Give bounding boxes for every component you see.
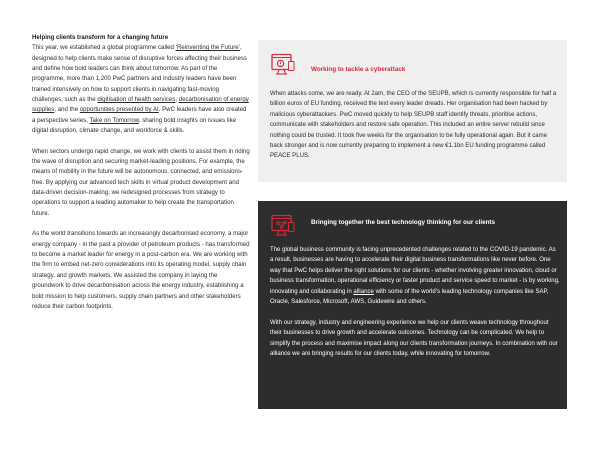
technology-box: [258, 201, 567, 409]
technology-paragraph-strategy: With our strategy, industry and engineering experience we help our clients weave technology throughout their businesses to drive growth and accelerate outcomes. Technology can be complicated. We help to simplify the process and maximise impact along our clients transformation journeys. In combination with our alliance we are bringing results for our clients today, while innovating for tomorrow.: [270, 319, 558, 358]
section-heading: Helping clients transform for a changing future: [32, 34, 169, 41]
cyberattack-title: Working to tackle a cyberattack: [311, 66, 406, 73]
cyberattack-body: [270, 89, 560, 162]
screen-alert-icon: [271, 53, 295, 77]
left-column: [32, 33, 250, 312]
text-run: ,: [175, 96, 179, 104]
screen-network-icon: [271, 214, 295, 238]
paragraph-energy: As the world transitions towards an increasingly decarbonised economy, a major energy company - in the past a provider of petroleum products - has transformed to become a market leader for energy in a post-carbon era. We are working with the firm to embed net-zero considerations into its operating model, supply chain strategy, and growth markets. We assisted the company in laying the groundwork to drive decarbonisation across the energy industry, establishing a bold mission to help customers, supply chain partners and other stakeholders reduce their carbon footprints.: [32, 230, 250, 310]
text-run: This year, we established a global programme called: [32, 44, 176, 52]
paragraph-programme: [32, 43, 250, 136]
cyberattack-paragraph: When attacks come, we are ready. At 2am, the CEO of the SEUPB, which is currently responsible for half a billion euros of EU funding, received the text every leader dreads. Her organisation had been hacked by malicious cyberattackers. PwC moved quickly to help SEUPB staff identify threats, prioritise actions, communicate with stakeholders and restore safe operation. This included an entire server rebuild since nothing could be trusted. It took five weeks for the organisation to be fully operational again. But it came back stronger and is now currently preparing to implement a new €1.1bn EU funding programme called PEACE PLUS.: [270, 91, 557, 160]
text-run: , and the: [54, 106, 80, 114]
technology-body: [270, 245, 560, 359]
inline-link[interactable]: ‘Reinventing the Future’: [175, 44, 240, 52]
text-run: , designed to help clients make sense of disruptive forces affecting their business and define how bold leaders can think about tomorrow. As part of the programme, more than 1,200 PwC partners and industry leaders have been trained intensively on how to support clients in navigating fast-moving challenges, such as the: [32, 44, 247, 104]
technology-paragraph-alliances: [270, 245, 560, 307]
inline-link[interactable]: Take on Tomorrow: [89, 116, 139, 124]
paragraph-mobility: When sectors undergo rapid change, we work with clients to assist them in riding the wave of disruption and securing market-leading positions. For example, the means of mobility in the future will be autonomous, connected, and emissions-free. By applying our advanced tech skills in virtual product development and data-driven decision-making, we redesigned processes from strategy to operations to support a leading automaker to help create the transportation future.: [32, 147, 250, 217]
inline-link[interactable]: digitisation of health services: [97, 96, 176, 104]
text-run: . PwC leaders have also created a perspective series,: [32, 106, 247, 124]
inline-link[interactable]: alliance: [353, 288, 374, 295]
inline-link[interactable]: decarbonisation of energy supplies: [32, 96, 249, 114]
inline-link[interactable]: opportunities presented by AI: [79, 106, 159, 114]
technology-title: Bringing together the best technology thinking for our clients: [311, 219, 496, 226]
text-run: , sharing bold insights on issues like digital disruption, climate change, and workforce & skills.: [32, 116, 237, 135]
text-run: The global business community is facing unprecedented challenges related to the COVID-19 pandemic. As a result, businesses are having to accelerate their digital business transformations like never before. One way that PwC helps deliver the right solutions for our clients - whether involving greater innovation, cloud or business transformation, operational efficiency or faster product and service speed to market - is by working, innovating and collaborating in: [270, 247, 560, 295]
text-run: with some of the world’s leading technology companies like SAP, Oracle, Salesforce, Microsoft, AWS, Guidewire and others.: [270, 288, 549, 306]
cyberattack-box: [258, 40, 567, 182]
